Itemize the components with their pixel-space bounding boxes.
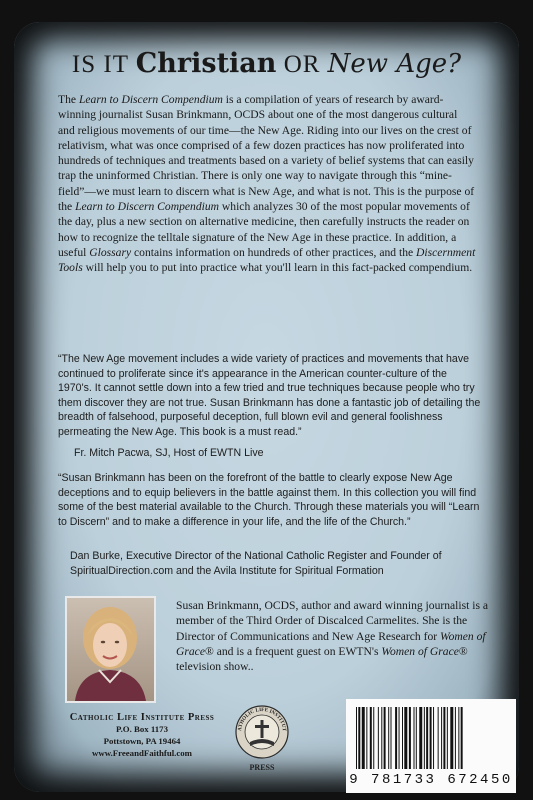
barcode-bar [414, 707, 415, 769]
publisher-info [52, 712, 232, 759]
intro-text: The [58, 93, 79, 106]
barcode-bar [458, 707, 459, 769]
seal-ring-text: ATHOLIC LIFE INSTITUT [236, 706, 288, 732]
bio-text: ® television show.. [176, 644, 468, 674]
publisher-name: Catholic Life Institute Press [69, 712, 215, 723]
endorsement-quote-pacwa: “The New Age movement includes a wide variety of practices and movements that have continued to proliferate since it's appearance in the American counter-culture of the 1970's. It cannot settle down into a few tried and true techniques because people who try them discover they are not true. Susan Brinkmann has done a fantastic job of detailing the breadth of falsehood, purposeful deception, full blown evil and general foolishness permeating the New Age. This book is a must read.” [58, 353, 481, 438]
barcode-bar [409, 707, 411, 769]
intro-text: which analyzes 30 of the most popular movements of the day, plus a new section on alternative medicine, then carefully instructs the reader on how to recognize the telltale signature of the New Age in these practice. In addition, a useful [58, 200, 470, 259]
barcode-bar [419, 707, 422, 769]
bio-women-of-grace-show: Women of Grace [381, 644, 459, 658]
barcode-bar [358, 707, 360, 769]
barcode-bar [391, 707, 392, 769]
barcode-bar [461, 707, 463, 769]
barcode-bar [438, 707, 439, 769]
endorsement-attribution-pacwa: Fr. Mitch Pacwa, SJ, Host of EWTN Live [74, 447, 264, 459]
intro-text: contains information on hundreds of other practices, and the [131, 245, 417, 259]
bio-women-of-grace: Women of Grace [176, 629, 486, 658]
intro-discernment-tools: Discernment Tools [58, 245, 476, 275]
barcode-bar [399, 707, 400, 769]
barcode-bar [404, 707, 407, 769]
bio-text: ® and is a frequent guest on EWTN's [204, 644, 382, 658]
publisher-website: www.FreeandFaithful.com [91, 748, 193, 758]
publisher-city: Pottstown, PA 19464 [103, 736, 181, 746]
endorsement-quote-burke: “Susan Brinkmann has been on the forefront of the battle to clearly expose New Age deceptions and to equip believers in the battle against them. In this collection you will find some of the best material available to the Church. Through these materials you will “Learn to Discern” and to make a difference in your life, and the life of the Church.” [58, 472, 480, 528]
author-bio [176, 598, 492, 674]
barcode-bar [384, 707, 386, 769]
headline-new-age: New Age? [327, 49, 462, 79]
barcode-bar [366, 707, 367, 769]
barcode-bar [455, 707, 456, 769]
isbn-number: 9 781733 672450 [349, 772, 513, 788]
barcode-bar [373, 707, 374, 769]
intro-glossary: Glossary [89, 245, 132, 259]
barcode-bar [416, 707, 417, 769]
intro-book-title: Learn to Discern Compendium [78, 93, 223, 106]
headline-is-it: IS IT [71, 51, 136, 78]
barcode-bar [370, 707, 372, 769]
barcode-bar [433, 707, 434, 769]
barcode-bar [388, 707, 389, 769]
barcode-bar [450, 707, 453, 769]
barcode-bar [381, 707, 382, 769]
publisher-po-box: P.O. Box 1173 [116, 724, 168, 734]
barcode-bar [378, 707, 379, 769]
headline-or: OR [276, 51, 328, 78]
barcode-bar [426, 707, 428, 769]
barcode-bar [356, 707, 357, 769]
bio-text: Susan Brinkmann, OCDS, author and award winning journalist is a member of the Third Order of Discalced Carmelites. She is the Director of Communications and New Age Research for [176, 599, 489, 643]
intro-text: is a compilation of years of research by award-winning journalist Susan Brinkmann, OCDS about one of the most dangerous cultural and religious movements of our time—the New Age. Riding into our lives on the crest of relativism, what was once comprised of a few dozen practices has now proliferated into hundreds of techniques and treatments based on a variety of belief systems that can easily trap the uninformed Christian. There is only one way to navigate through this “mine-field”—we must learn to discern what is New Age, and what is not. This is the purpose of the [58, 93, 475, 214]
barcode-bar [441, 707, 442, 769]
barcode-bar [402, 707, 403, 769]
publisher-seal-logo [233, 698, 291, 774]
barcode-bars [354, 707, 508, 771]
intro-text: will help you to put into practice what you'll learn in this fact-packed compendium. [82, 261, 473, 275]
author-photo [65, 596, 156, 703]
barcode-bar [447, 707, 448, 769]
endorsement-attribution-burke: Dan Burke, Executive Director of the National Catholic Register and Founder of SpiritualDirection.com and the Avila Institute for Spiritual Formation [70, 550, 442, 577]
barcode-bar [430, 707, 432, 769]
barcode-bar [362, 707, 365, 769]
intro-book-title: Learn to Discern Compendium [75, 200, 220, 214]
barcode-bar [443, 707, 445, 769]
headline-christian: Christian [135, 48, 277, 79]
headline [0, 48, 533, 79]
seal-press-text: PRESS [249, 763, 275, 772]
intro-paragraph [58, 92, 476, 276]
barcode [346, 699, 516, 793]
barcode-bar [395, 707, 397, 769]
barcode-bar [424, 707, 425, 769]
